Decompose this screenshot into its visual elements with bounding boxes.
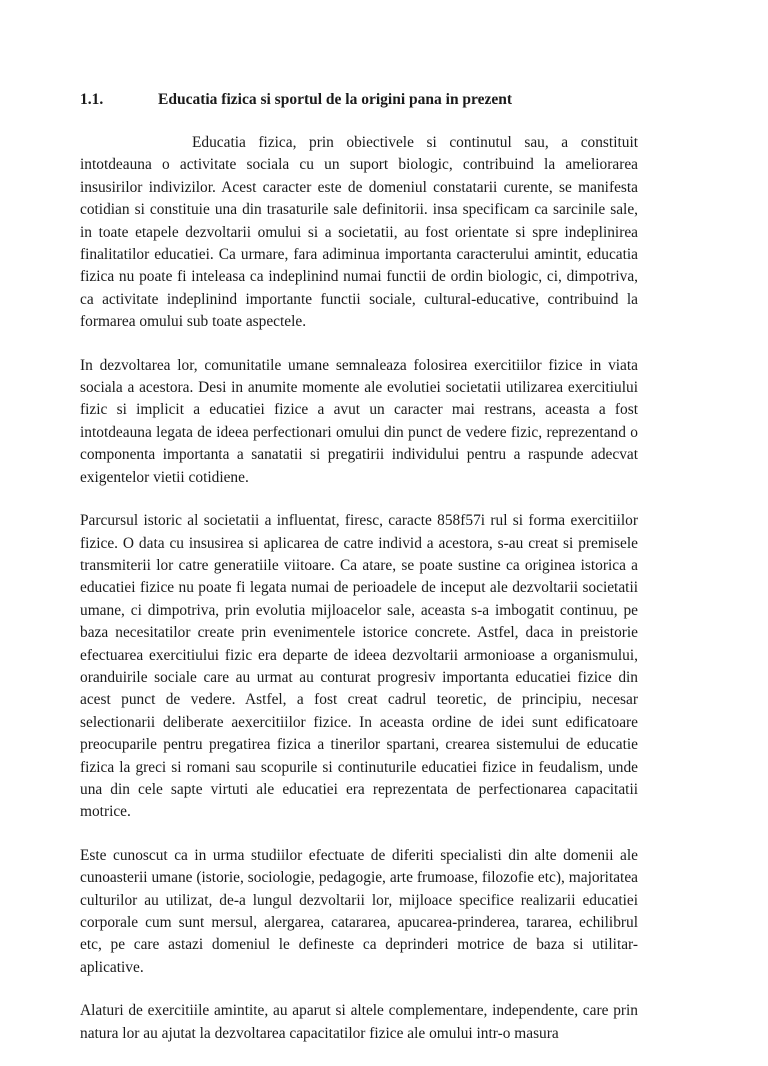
document-page <box>80 88 638 1066</box>
paragraph: In dezvoltarea lor, comunitatile umane semnaleaza folosirea exercitiilor fizice in viata sociala a acestora. Desi in anumite momente ale evolutiei societatii utilizarea exercitiului fizic si implicit a educatiei fizice a avut un caracter mai restrans, aceasta a fost intotdeauna legata de ideea perfectionari omului din punct de vedere fizic, reprezentand o componenta importanta a sanatatii si pregatirii individului pentru a raspunde adecvat exigentelor vietii cotidiene. <box>80 356 638 486</box>
section-heading <box>80 88 638 112</box>
paragraph: Este cunoscut ca in urma studiilor efectuate de diferiti specialisti din alte domenii ale cunoasterii umane (istorie, sociologie, pedagogie, arte frumoase, filozofie etc), majoritatea culturilor au utilizat, de-a lungul dezvoltarii lor, mijloace specifice realizarii educatiei corporale cum sunt mersul, alergarea, catararea, apucarea-prinderea, tararea, echilibrul etc, pe care astazi domeniul le defineste ca deprinderi motrice de baza si utilitar-aplicative. <box>80 846 638 976</box>
section-title: Educatia fizica si sportul de la origini pana in prezent <box>158 91 513 108</box>
paragraph: Parcursul istoric al societatii a influentat, firesc, caracte 858f57i rul si forma exercitiilor fizice. O data cu insusirea si aplicarea de catre individ a acestora, s-au creat si premisele transmiterii lor catre generatiile viitoare. Ca atare, se poate sustine ca originea istorica a educatiei fizice nu poate fi legata numai de perioadele de inceput ale dezvoltarii societatii umane, ci dimpotriva, prin evolutia mijloacelor sale, aceasta s-a imbogatit continuu, pe baza necesitatilor create prin evenimentele istorice concrete. Astfel, daca in preistorie efectuarea exercitiului fizic era departe de ideea dezvoltarii armonioase a organismului, oranduirile sociale care au urmat au conturat progresiv importanta educatiei fizice din acest punct de vedere. Astfel, a fost creat cadrul teoretic, de principiu, necesar selectionarii deliberate aexercitiilor fizice. In aceasta ordine de idei sunt edificatoare preocuparile pentru pregatirea fizica a tinerilor spartani, crearea sistemului de educatie fizica la greci si romani sau scopurile si continuturile educatiei fizice in feudalism, unde una din cele sapte virtuti ale educatiei era reprezentata de perfectionarea capacitatii motrice. <box>80 512 638 821</box>
section-number: 1.1. <box>80 91 104 108</box>
paragraph: Educatia fizica, prin obiectivele si continutul sau, a constituit intotdeauna o activitate sociala cu un suport biologic, contribuind la ameliorarea insusirilor indivizilor. Acest caracter este de domeniul constatarii curente, se manifesta cotidian si constituie una din trasaturile sale definitorii. insa specificam ca sarcinile sale, in toate etapele dezvoltarii omului si a societatii, au fost orientate si spre indeplinirea finalitatilor educatiei. Ca urmare, fara adiminua importanta caracterului amintit, educatia fizica nu poate fi inteleasa ca indeplinind numai functii de ordin biologic, ci, dimpotriva, ca activitate indeplinind importante functii sociale, cultural-educative, contribuind la formarea omului sub toate aspectele. <box>80 134 638 331</box>
paragraph: Alaturi de exercitiile amintite, au aparut si altele complementare, independente, care prin natura lor au ajutat la dezvoltarea capacitatilor fizice ale omului intr-o masura <box>80 1002 638 1042</box>
